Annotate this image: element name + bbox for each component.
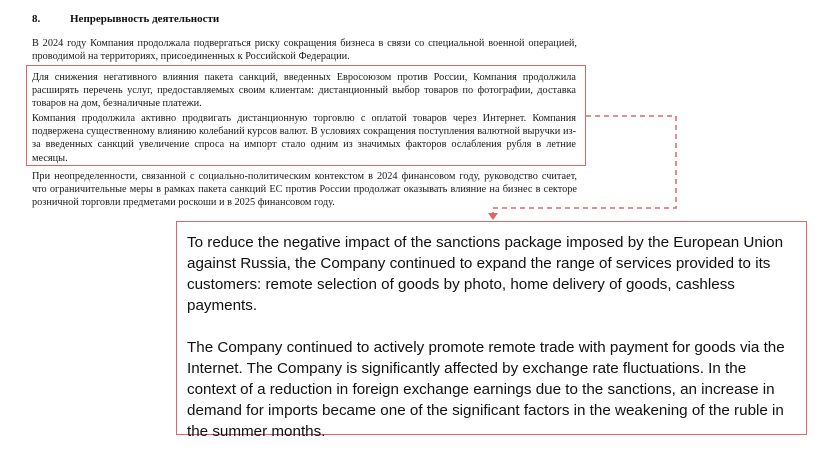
original-paragraph-3: Компания продолжила активно продвигать дистанционную торговлю с оплатой товаров через Интернет. Компания подвержена существенному влиянию колебаний курсов валют. В условиях сокращения поступления валютной выручки из-за введенных санкций увеличение спроса на импорт стало одним из значимых факторов ослабления рубля в летние месяцы. <box>32 113 576 164</box>
translation-paragraph-1: To reduce the negative impact of the sanctions package imposed by the European Union against Russia, the Company continued to expand the range of services provided to its customers: remote selection of goods by photo, home delivery of goods, cashless payments. <box>187 234 784 314</box>
translation-box <box>176 221 807 440</box>
section-title: Непрерывность деятельности <box>70 13 220 25</box>
original-paragraph-1: В 2024 году Компания продолжала подвергаться риску сокращения бизнеса в связи со специальной военной операцией, проводимой на территориях, присоединенных к Российской Федерации. <box>32 38 577 63</box>
section-number: 8. <box>32 13 41 25</box>
arrowhead-icon <box>488 213 498 220</box>
original-paragraph-2: Для снижения негативного влияния пакета санкций, введенных Евросоюзом против России, Компания продолжила расширять перечень услуг, предоставляемых своим клиентам: дистанционный выбор товаров по фотографии, доставка товаров на дом, безналичные платежи. <box>32 72 576 110</box>
translation-paragraph-2: The Company continued to actively promote remote trade with payment for goods via the Internet. The Company is significantly affected by exchange rate fluctuations. In the context of a reduction in foreign exchange earnings due to the sanctions, an increase in demand for imports became one of the significant factors in the weakening of the ruble in the summer months. <box>187 339 785 440</box>
original-paragraph-4: При неопределенности, связанной с социально-политическим контекстом в 2024 финансовом году, руководство считает, что ограничительные меры в рамках пакета санкций ЕС против России продолжат оказывать влияние на бизнес в секторе розничной торговли предметами роскоши и в 2025 финансовом году. <box>32 171 577 209</box>
